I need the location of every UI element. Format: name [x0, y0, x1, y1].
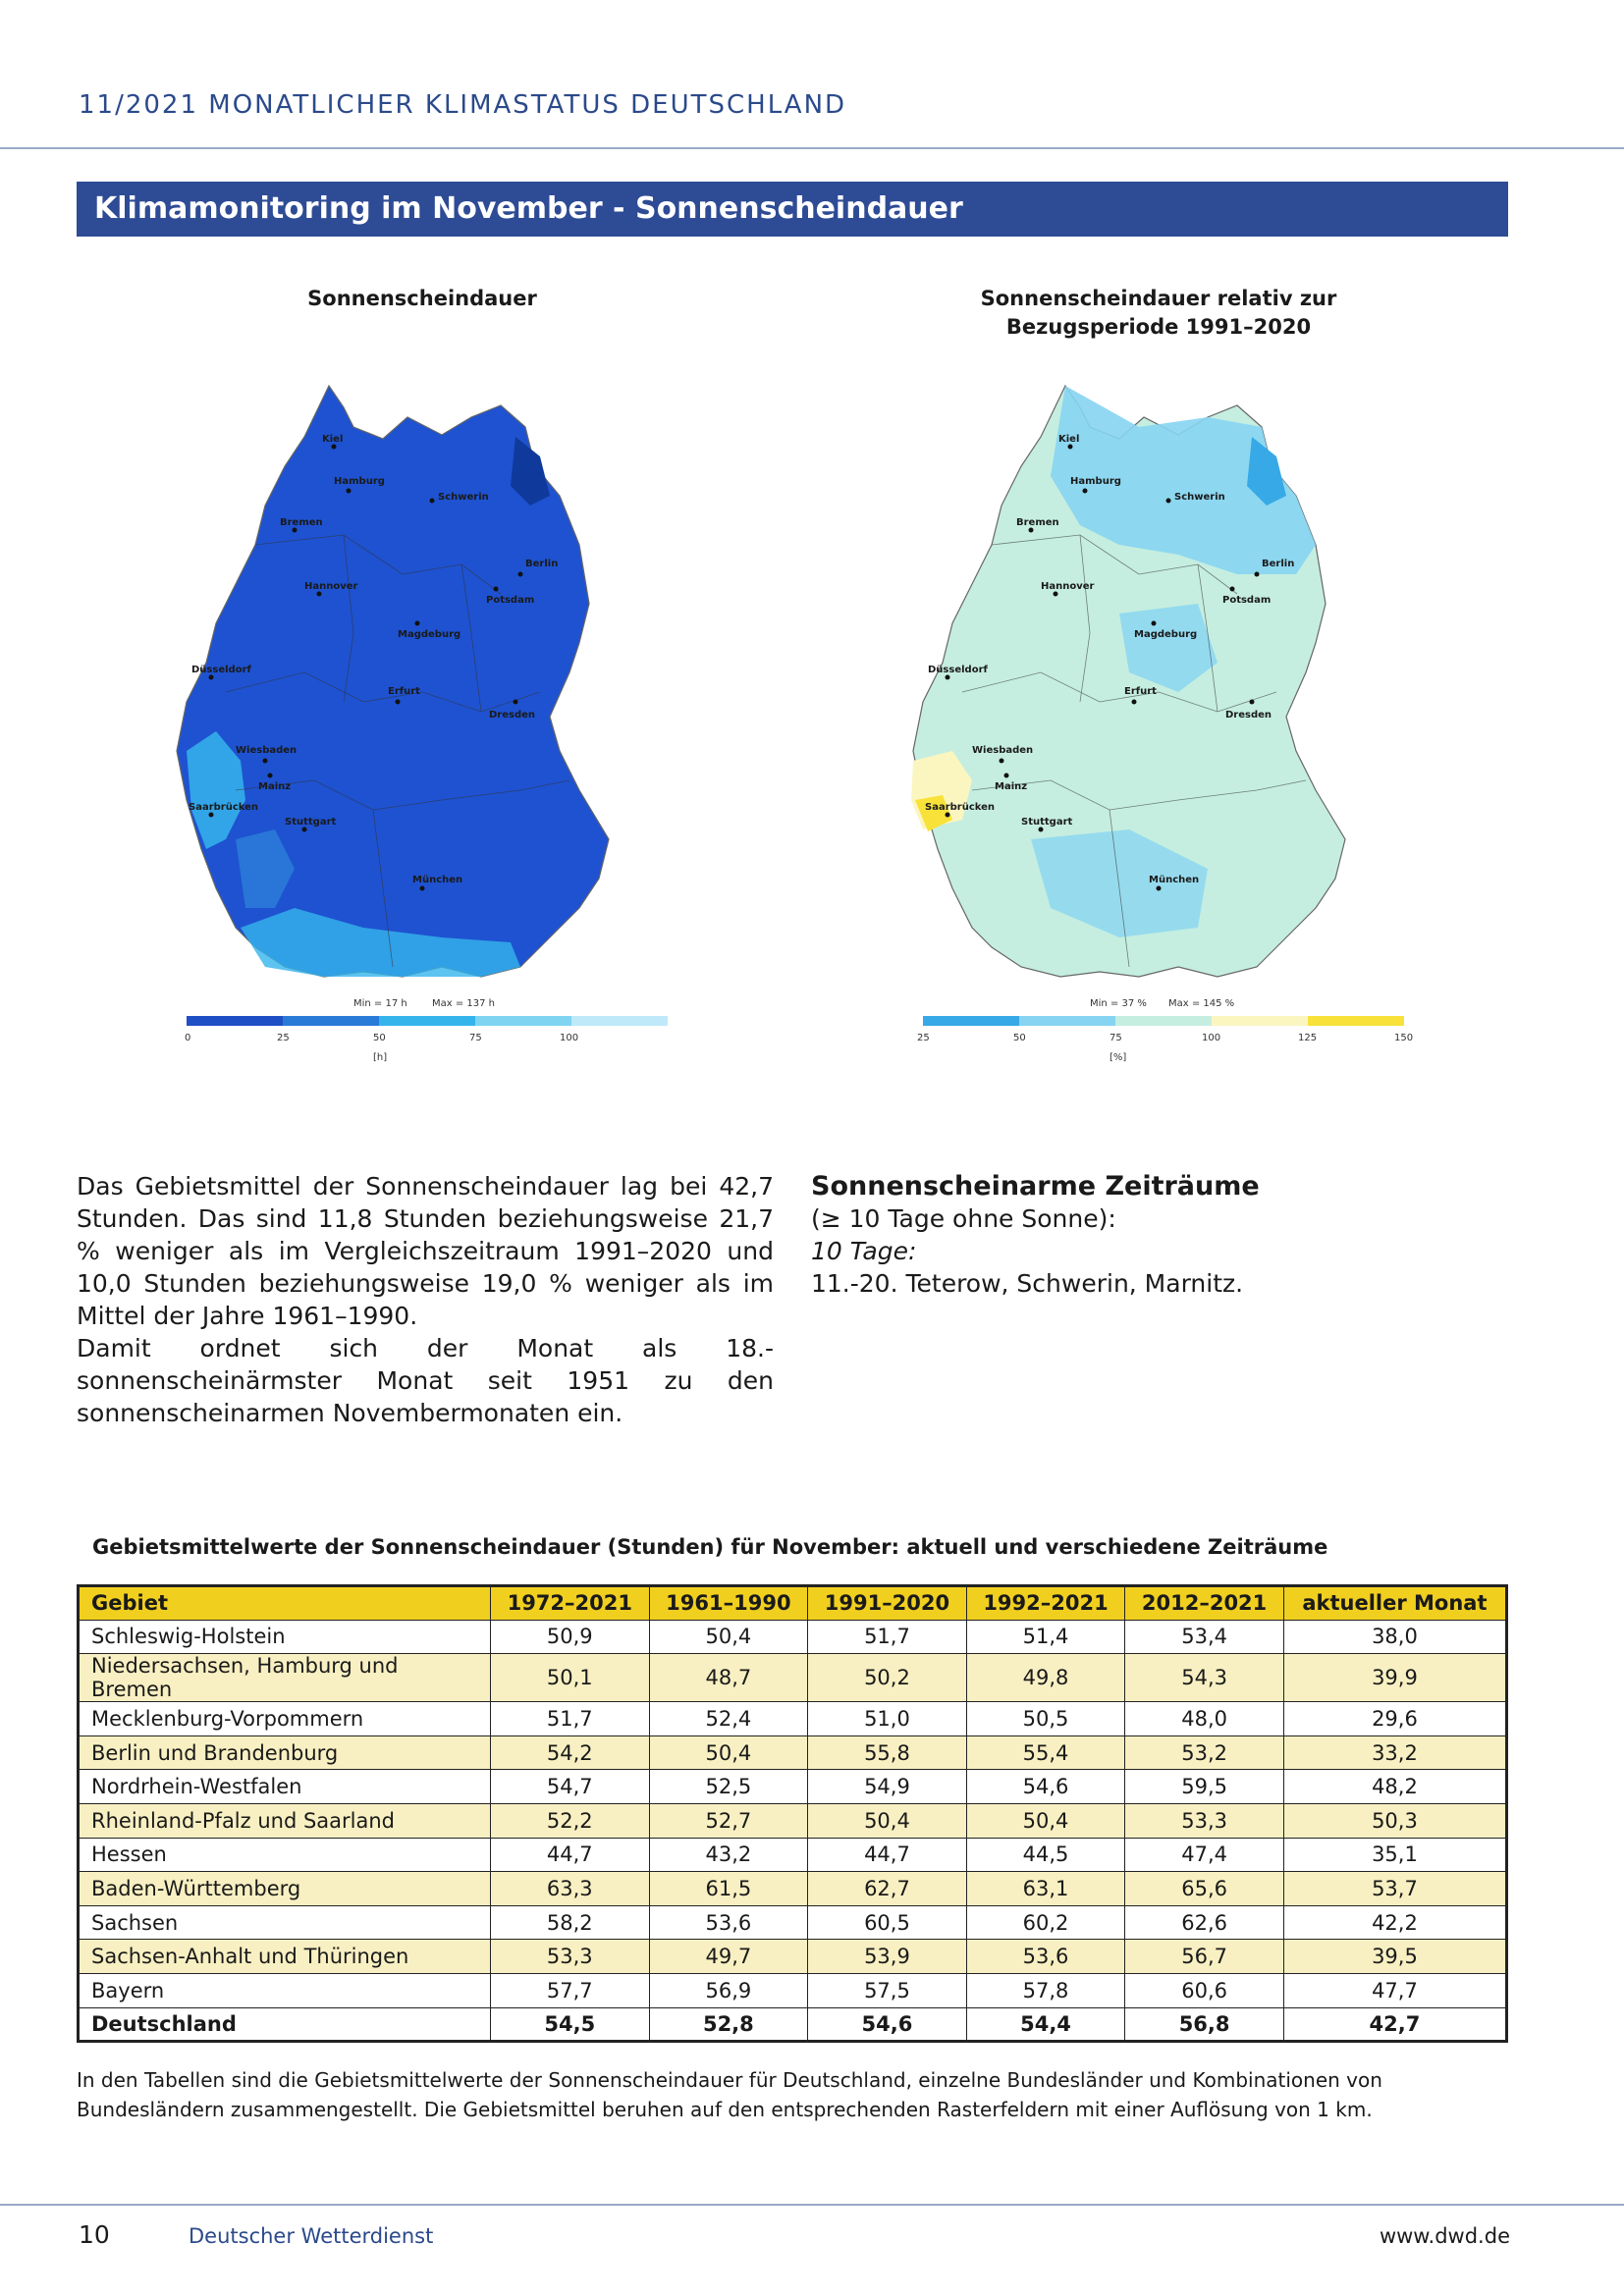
column-header: Gebiet	[79, 1586, 491, 1621]
table-header-row	[79, 1586, 1507, 1621]
table-cell: 53,2	[1125, 1735, 1284, 1770]
map-max-label: Max = 145 %	[1168, 998, 1235, 1009]
table-cell: 58,2	[491, 1905, 650, 1940]
table-cell: 39,9	[1283, 1654, 1506, 1702]
table-cell: Hessen	[79, 1838, 491, 1872]
table-row	[79, 1735, 1507, 1770]
city-stuttgart: Stuttgart	[285, 817, 337, 828]
table-row	[79, 1803, 1507, 1838]
table-cell: Rheinland-Pfalz und Saarland	[79, 1803, 491, 1838]
footer-organization: Deutscher Wetterdienst	[189, 2224, 434, 2248]
city-muenchen: München	[412, 875, 463, 885]
sunless-periods-heading: Sonnenscheinarme Zeiträume	[811, 1171, 1260, 1201]
table-cell: 61,5	[649, 1872, 808, 1906]
scale-tick: 150	[1394, 1033, 1414, 1043]
table-cell: 54,6	[966, 1770, 1125, 1804]
table-cell: 55,8	[808, 1735, 967, 1770]
page-header-title: 11/2021 MONATLICHER KLIMASTATUS DEUTSCHLAND	[79, 90, 847, 120]
city-dresden: Dresden	[489, 710, 536, 721]
table-cell: Sachsen-Anhalt und Thüringen	[79, 1940, 491, 1974]
city-duesseldorf: Düsseldorf	[191, 665, 251, 675]
city-magdeburg: Magdeburg	[1134, 629, 1198, 640]
table-footnote: In den Tabellen sind die Gebietsmittelwerte der Sonnenscheindauer für Deutschland, einzelne Bundesländer und Kombinationen von Bundesländern zusammengestellt. Die Gebietsmittel beruhen auf den entsprechenden Rasterfeldern mit einer Auflösung von 1 km.	[77, 2068, 1382, 2121]
scale-tick: 25	[917, 1033, 930, 1043]
table-cell: 52,2	[491, 1803, 650, 1838]
sunless-periods-stations: 11.-20. Teterow, Schwerin, Marnitz.	[811, 1269, 1244, 1298]
table-cell: 50,4	[649, 1735, 808, 1770]
page-number: 10	[79, 2220, 110, 2249]
table-cell: 48,0	[1125, 1702, 1284, 1736]
city-saarbruecken: Saarbrücken	[189, 802, 259, 813]
map-sunshine-relative	[884, 285, 1434, 1099]
scale-tick: 25	[277, 1033, 290, 1043]
color-scale	[923, 1016, 1404, 1026]
table-cell: 50,4	[649, 1620, 808, 1654]
scale-tick: 50	[373, 1033, 386, 1043]
table-cell: 57,5	[808, 1973, 967, 2007]
map-title-line2: Bezugsperiode 1991–2020	[1005, 315, 1312, 339]
footer-url: www.dwd.de	[1379, 2224, 1510, 2248]
table-row	[79, 1973, 1507, 2007]
table-cell: 57,8	[966, 1973, 1125, 2007]
scale-tick: 100	[1202, 1033, 1221, 1043]
table-row	[79, 1654, 1507, 1702]
map-min-label: Min = 17 h	[353, 998, 407, 1009]
table-cell: 49,7	[649, 1940, 808, 1974]
scale-tick: 125	[1298, 1033, 1318, 1043]
table-cell: 44,7	[808, 1838, 967, 1872]
table-cell: 59,5	[1125, 1770, 1284, 1804]
table-cell: 60,2	[966, 1905, 1125, 1940]
table-cell: 53,3	[1125, 1803, 1284, 1838]
table-cell: 54,4	[966, 2007, 1125, 2042]
table-cell: 50,4	[966, 1803, 1125, 1838]
table-cell: 56,9	[649, 1973, 808, 2007]
city-kiel: Kiel	[1058, 434, 1080, 445]
city-hannover: Hannover	[1041, 581, 1095, 592]
city-wiesbaden: Wiesbaden	[972, 745, 1034, 756]
city-hamburg: Hamburg	[334, 476, 385, 487]
table-cell: 54,6	[808, 2007, 967, 2042]
table-cell: 51,0	[808, 1702, 967, 1736]
city-bremen: Bremen	[1016, 517, 1059, 528]
table-cell: 54,2	[491, 1735, 650, 1770]
table-cell: 54,3	[1125, 1654, 1284, 1702]
table-cell: 47,7	[1283, 1973, 1506, 2007]
scale-unit: [%]	[1110, 1052, 1127, 1063]
table-cell: Schleswig-Holstein	[79, 1620, 491, 1654]
city-dresden: Dresden	[1225, 710, 1272, 721]
table-cell: 60,6	[1125, 1973, 1284, 2007]
table-cell: 51,7	[808, 1620, 967, 1654]
table-cell: Baden-Württemberg	[79, 1872, 491, 1906]
table-cell: Niedersachsen, Hamburg und Bremen	[79, 1654, 491, 1702]
city-berlin: Berlin	[525, 559, 559, 569]
table-cell: 50,5	[966, 1702, 1125, 1736]
table-cell: 54,5	[491, 2007, 650, 2042]
table-cell: 44,7	[491, 1838, 650, 1872]
table-cell: 50,9	[491, 1620, 650, 1654]
table-cell: 42,2	[1283, 1905, 1506, 1940]
table-cell: 53,9	[808, 1940, 967, 1974]
table-cell: 43,2	[649, 1838, 808, 1872]
city-magdeburg: Magdeburg	[398, 629, 461, 640]
table-cell: 51,7	[491, 1702, 650, 1736]
table-cell: 52,4	[649, 1702, 808, 1736]
table-row	[79, 1905, 1507, 1940]
table-cell: 42,7	[1283, 2007, 1506, 2042]
header-divider	[0, 147, 1624, 149]
table-cell: 38,0	[1283, 1620, 1506, 1654]
table-row	[79, 1838, 1507, 1872]
section-title: Klimamonitoring im November - Sonnenscheindauer	[94, 191, 963, 226]
table-cell: 56,8	[1125, 2007, 1284, 2042]
table-cell: 65,6	[1125, 1872, 1284, 1906]
city-saarbruecken: Saarbrücken	[925, 802, 996, 813]
table-cell: Deutschland	[79, 2007, 491, 2042]
summary-text	[77, 1170, 774, 1429]
table-row	[79, 1940, 1507, 1974]
table-cell: 49,8	[966, 1654, 1125, 1702]
column-header: 2012–2021	[1125, 1586, 1284, 1621]
city-potsdam: Potsdam	[1222, 595, 1272, 606]
map-sunshine-hours	[147, 285, 697, 1099]
map-max-label: Max = 137 h	[432, 998, 496, 1009]
table-cell: 56,7	[1125, 1940, 1284, 1974]
map-title-line1: Sonnenscheindauer relativ zur	[980, 287, 1337, 310]
table-cell: 39,5	[1283, 1940, 1506, 1974]
table-cell: 47,4	[1125, 1838, 1284, 1872]
table-cell: Bayern	[79, 1973, 491, 2007]
scale-tick: 75	[1110, 1033, 1122, 1043]
germany-map-sunshine-hours	[147, 378, 697, 1085]
map-min-label: Min = 37 %	[1090, 998, 1147, 1009]
germany-map-sunshine-relative	[884, 378, 1434, 1085]
city-kiel: Kiel	[322, 434, 344, 445]
table-row	[79, 1620, 1507, 1654]
table-cell: 50,2	[808, 1654, 967, 1702]
table-cell: 48,7	[649, 1654, 808, 1702]
table-cell: Sachsen	[79, 1905, 491, 1940]
city-wiesbaden: Wiesbaden	[236, 745, 298, 756]
table-cell: Mecklenburg-Vorpommern	[79, 1702, 491, 1736]
table-cell: 53,4	[1125, 1620, 1284, 1654]
table-cell: 54,9	[808, 1770, 967, 1804]
table-cell: 48,2	[1283, 1770, 1506, 1804]
table-cell: 52,5	[649, 1770, 808, 1804]
table-row	[79, 1872, 1507, 1906]
scale-tick: 75	[469, 1033, 482, 1043]
table-cell: 53,6	[649, 1905, 808, 1940]
table-cell: 63,3	[491, 1872, 650, 1906]
table-cell: 60,5	[808, 1905, 967, 1940]
table-cell: 33,2	[1283, 1735, 1506, 1770]
sunless-periods-criteria: (≥ 10 Tage ohne Sonne):	[811, 1204, 1116, 1233]
city-schwerin: Schwerin	[1174, 492, 1225, 503]
table-cell: 50,3	[1283, 1803, 1506, 1838]
city-bremen: Bremen	[280, 517, 323, 528]
table-cell: 29,6	[1283, 1702, 1506, 1736]
table-cell: 54,7	[491, 1770, 650, 1804]
summary-paragraph-2: Damit ordnet sich der Monat als 18.-sonnenscheinärmster Monat seit 1951 zu den sonnenscheinarmen Novembermonaten ein.	[77, 1334, 774, 1427]
scale-tick: 0	[185, 1033, 191, 1043]
table-cell: 53,3	[491, 1940, 650, 1974]
section-title-bar	[77, 182, 1508, 237]
city-erfurt: Erfurt	[388, 686, 420, 697]
city-schwerin: Schwerin	[438, 492, 489, 503]
column-header: 1961–1990	[649, 1586, 808, 1621]
color-scale	[187, 1016, 668, 1026]
city-berlin: Berlin	[1262, 559, 1295, 569]
table-cell: 52,7	[649, 1803, 808, 1838]
column-header: 1992–2021	[966, 1586, 1125, 1621]
table-row-total	[79, 2007, 1507, 2042]
table-cell: 55,4	[966, 1735, 1125, 1770]
table-cell: 62,7	[808, 1872, 967, 1906]
table-cell: Berlin und Brandenburg	[79, 1735, 491, 1770]
sunshine-table	[77, 1584, 1508, 2043]
table-cell: Nordrhein-Westfalen	[79, 1770, 491, 1804]
city-potsdam: Potsdam	[486, 595, 535, 606]
table-caption: Gebietsmittelwerte der Sonnenscheindauer (Stunden) für November: aktuell und verschiedene Zeiträume	[92, 1535, 1328, 1559]
column-header: 1972–2021	[491, 1586, 650, 1621]
column-header: 1991–2020	[808, 1586, 967, 1621]
table-cell: 53,7	[1283, 1872, 1506, 1906]
table-cell: 50,1	[491, 1654, 650, 1702]
scale-tick: 100	[560, 1033, 579, 1043]
table-cell: 52,8	[649, 2007, 808, 2042]
city-muenchen: München	[1149, 875, 1200, 885]
table-cell: 63,1	[966, 1872, 1125, 1906]
sunless-periods-duration: 10 Tage:	[811, 1237, 917, 1265]
summary-paragraph-1: Das Gebietsmittel der Sonnenscheindauer lag bei 42,7 Stunden. Das sind 11,8 Stunden beziehungsweise 21,7 % weniger als im Vergleichszeitraum 1991–2020 und 10,0 Stunden beziehungsweise 19,0 % weniger als im Mittel der Jahre 1961–1990.	[77, 1172, 774, 1330]
table-cell: 44,5	[966, 1838, 1125, 1872]
city-mainz: Mainz	[995, 781, 1028, 792]
footer-divider	[0, 2204, 1624, 2206]
table-row	[79, 1770, 1507, 1804]
sunless-periods-block	[811, 1170, 1498, 1300]
table-cell: 57,7	[491, 1973, 650, 2007]
table-cell: 62,6	[1125, 1905, 1284, 1940]
column-header: aktueller Monat	[1283, 1586, 1506, 1621]
table-cell: 35,1	[1283, 1838, 1506, 1872]
table-cell: 53,6	[966, 1940, 1125, 1974]
scale-unit: [h]	[373, 1052, 388, 1063]
city-erfurt: Erfurt	[1124, 686, 1157, 697]
city-mainz: Mainz	[258, 781, 292, 792]
map-title: Sonnenscheindauer	[307, 287, 537, 310]
city-duesseldorf: Düsseldorf	[928, 665, 988, 675]
city-hannover: Hannover	[304, 581, 358, 592]
table-cell: 50,4	[808, 1803, 967, 1838]
city-hamburg: Hamburg	[1070, 476, 1121, 487]
scale-tick: 50	[1013, 1033, 1026, 1043]
city-stuttgart: Stuttgart	[1021, 817, 1073, 828]
table-row	[79, 1702, 1507, 1736]
table-cell: 51,4	[966, 1620, 1125, 1654]
